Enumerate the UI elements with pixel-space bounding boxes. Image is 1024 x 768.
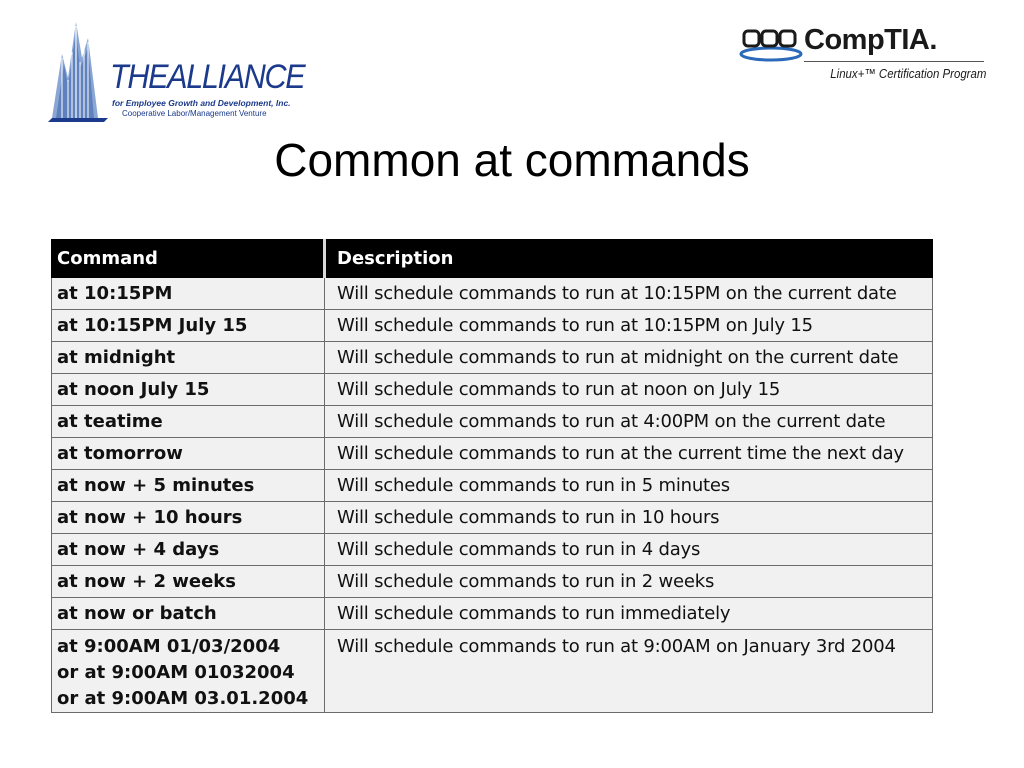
comptia-divider [804, 61, 984, 62]
table-row [52, 374, 933, 406]
description-cell: Will schedule commands to run at 10:15PM on July 15 [325, 310, 933, 342]
command-cell [52, 630, 325, 713]
table-body [52, 278, 933, 713]
command-cell [52, 310, 325, 342]
command-text: at 9:00AM 01/03/2004 [57, 636, 281, 657]
description-cell: Will schedule commands to run in 4 days [325, 534, 933, 566]
description-cell: Will schedule commands to run at the current time the next day [325, 438, 933, 470]
description-cell: Will schedule commands to run at midnight on the current date [325, 342, 933, 374]
command-cell [52, 566, 325, 598]
command-text: at 10:15PM [57, 283, 173, 304]
table-row [52, 534, 933, 566]
alliance-subtitle: Cooperative Labor/Management Venture [122, 109, 267, 118]
comptia-name: CompTIA. [804, 24, 937, 56]
command-cell [52, 534, 325, 566]
comptia-rings-icon [738, 22, 804, 62]
command-text: at now + 10 hours [57, 507, 243, 528]
table-row [52, 310, 933, 342]
table-row [52, 502, 933, 534]
table-row [52, 278, 933, 310]
description-cell: Will schedule commands to run at 10:15PM on the current date [325, 278, 933, 310]
command-text: at tomorrow [57, 443, 183, 464]
table-row [52, 438, 933, 470]
command-cell [52, 470, 325, 502]
description-cell: Will schedule commands to run at 9:00AM on January 3rd 2004 [325, 630, 933, 713]
alliance-building-icon [48, 18, 112, 124]
command-text: or at 9:00AM 01032004 [57, 662, 295, 683]
command-cell [52, 502, 325, 534]
column-header-description: Description [325, 240, 933, 278]
command-text: at now + 5 minutes [57, 475, 255, 496]
alliance-name: THEALLIANCE [110, 58, 305, 96]
command-cell [52, 342, 325, 374]
column-header-command: Command [52, 240, 325, 278]
description-cell: Will schedule commands to run at 4:00PM on the current date [325, 406, 933, 438]
description-cell: Will schedule commands to run in 2 weeks [325, 566, 933, 598]
table-header-row [52, 240, 933, 278]
table-row [52, 342, 933, 374]
command-cell [52, 438, 325, 470]
at-commands-table [51, 239, 933, 713]
command-text: or at 9:00AM 03.01.2004 [57, 688, 309, 709]
command-text: at noon July 15 [57, 379, 210, 400]
command-text: at teatime [57, 411, 163, 432]
description-cell: Will schedule commands to run in 5 minutes [325, 470, 933, 502]
command-cell [52, 278, 325, 310]
command-cell [52, 598, 325, 630]
table-row [52, 630, 933, 713]
alliance-tagline: for Employee Growth and Development, Inc. [112, 98, 291, 108]
page-title: Common at commands [274, 134, 750, 186]
command-text: at midnight [57, 347, 176, 368]
command-text: at now + 2 weeks [57, 571, 236, 592]
command-text: at 10:15PM July 15 [57, 315, 248, 336]
command-text: at now or batch [57, 603, 217, 624]
table-row [52, 406, 933, 438]
description-cell: Will schedule commands to run at noon on July 15 [325, 374, 933, 406]
table-row [52, 598, 933, 630]
comptia-program: Linux+™ Certification Program [829, 66, 986, 81]
description-cell: Will schedule commands to run immediately [325, 598, 933, 630]
alliance-logo [48, 18, 308, 124]
table-row [52, 566, 933, 598]
table-row [52, 470, 933, 502]
command-cell [52, 406, 325, 438]
comptia-logo [738, 22, 988, 88]
command-cell [52, 374, 325, 406]
command-text: at now + 4 days [57, 539, 220, 560]
description-cell: Will schedule commands to run in 10 hours [325, 502, 933, 534]
